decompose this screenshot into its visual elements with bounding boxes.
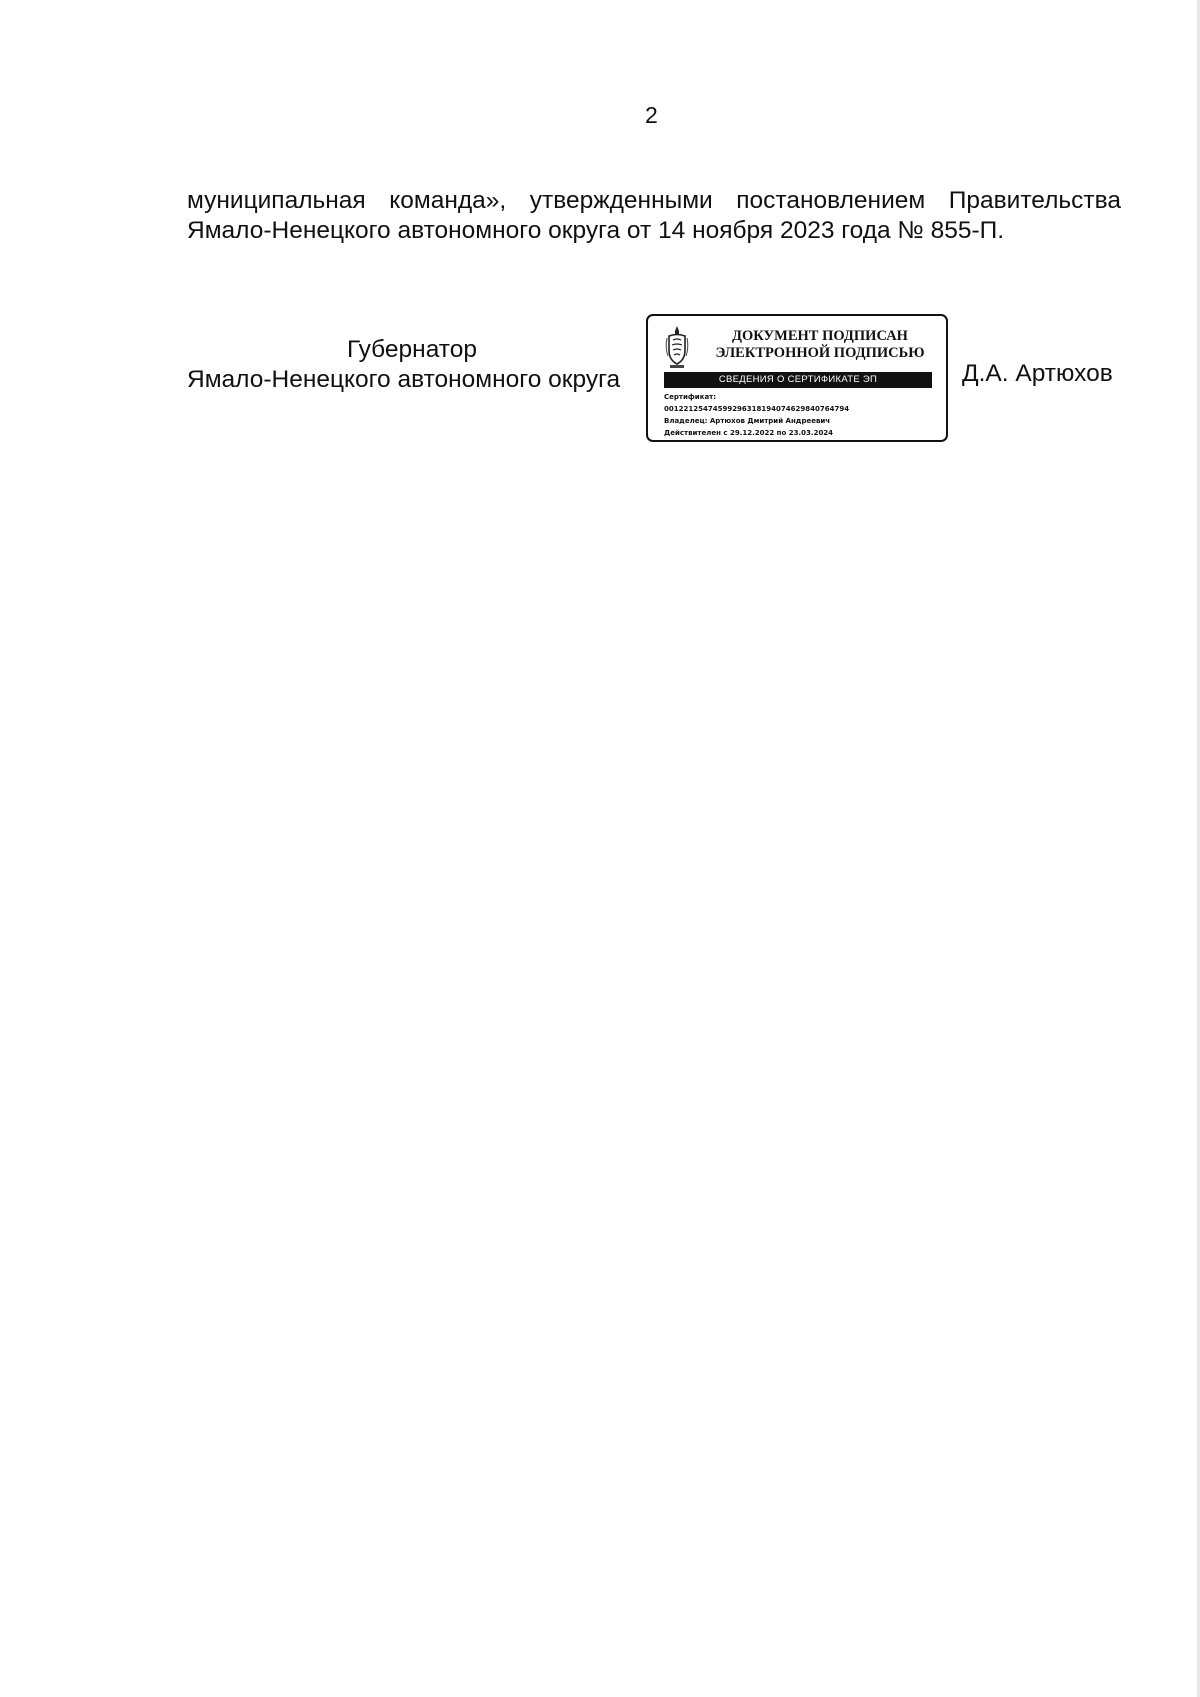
coat-of-arms-icon	[662, 324, 692, 370]
electronic-signature-stamp	[646, 314, 948, 442]
stamp-owner: Владелец: Артюхов Дмитрий Андреевич	[664, 417, 831, 425]
body-paragraph	[187, 186, 1121, 246]
stamp-title-line-1: ДОКУМЕНТ ПОДПИСАН	[732, 328, 908, 344]
stamp-certificate-bar: СВЕДЕНИЯ О СЕРТИФИКАТЕ ЭП	[664, 372, 932, 388]
body-line-1: муниципальная команда», утвержденными постановлением Правительства	[187, 187, 1121, 214]
page-number: 2	[645, 102, 658, 128]
body-line-2: Ямало-Ненецкого автономного округа от 14 ноября 2023 года № 855-П.	[187, 217, 1005, 244]
signer-organization: Ямало-Ненецкого автономного округа	[187, 366, 621, 393]
stamp-certificate-number: 00122125474599296318194074629840764794	[664, 405, 850, 413]
signer-position: Губернатор	[347, 336, 477, 363]
signer-block	[187, 335, 637, 395]
stamp-validity: Действителен с 29.12.2022 по 23.03.2024	[664, 429, 834, 437]
stamp-title	[700, 328, 940, 362]
stamp-title-line-2: ЭЛЕКТРОННОЙ ПОДПИСЬЮ	[715, 345, 925, 361]
stamp-certificate-label: Сертификат:	[664, 393, 717, 401]
signer-name: Д.А. Артюхов	[962, 360, 1113, 387]
stamp-details	[664, 391, 944, 439]
